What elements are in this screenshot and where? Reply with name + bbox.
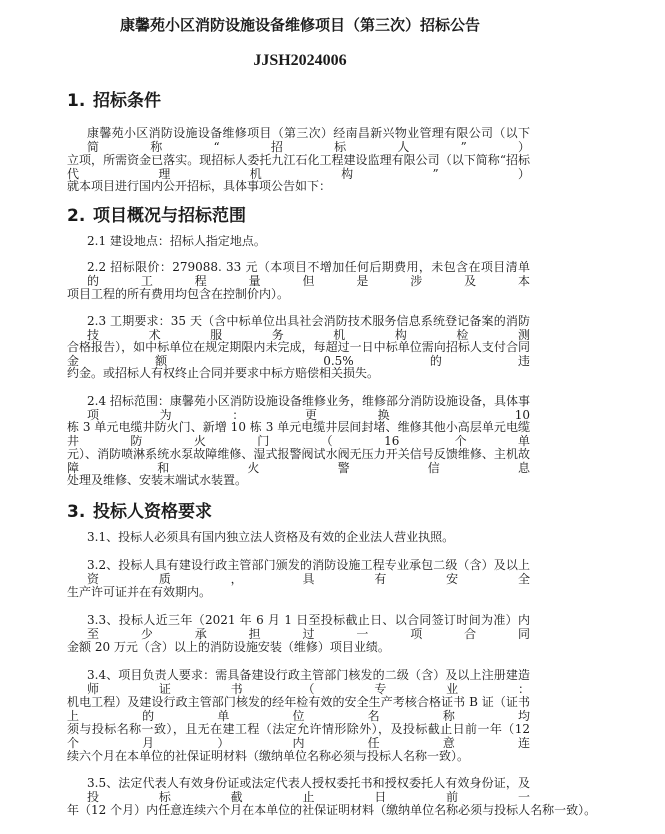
section-number: 3. [67,502,86,522]
paragraph-line: 2.3 工期要求：35 天（含中标单位出具社会消防技术服务信息系统登记备案的消防技术服务机构检测 [87,314,530,342]
paragraph-line: 生产许可证并在有效期内。 [67,585,212,599]
section-title: 招标条件 [93,91,161,111]
section-number: 1. [67,91,86,111]
paragraph-line: 3.4、项目负责人要求：需具备建设行政主管部门核发的二级（含）及以上注册建造师证书（专业： [87,668,530,696]
paragraph-line: 就本项目进行国内公开招标，具体事项公告如下： [67,179,332,193]
paragraph-line: 约金。或招标人有权终止合同并要求中标方赔偿相关损失。 [67,366,380,380]
paragraph-line: 金额 20 万元（含）以上的消防设施安装（维修）项目业绩。 [67,640,390,654]
paragraph-line: 栋 3 单元电缆井防火门、新增 10 栋 3 单元电缆井层间封堵、维修其他小高层单元电缆井防火门（16 个单 [67,420,530,448]
paragraph-line: 续六个月在本单位的社保证明材料（缴纳单位名称必须与投标人名称一致）。 [67,749,470,763]
paragraph-line: 立项，所需资金已落实。现招标人委托九江石化工程建设监理有限公司（以下简称“招标代理机构”） [67,153,530,181]
paragraph-line: 元）、消防喷淋系统水泵故障维修、湿式报警阀试水阀无压力开关信号反馈维修、主机故障和火警信息 [67,447,530,475]
paragraph-line: 须与投标名称一致），且无在建工程（法定允许情形除外），及投标截止日前一年（12 个月）内任意连 [67,722,530,750]
section-title: 投标人资格要求 [93,502,212,522]
paragraph-line: 2.1 建设地点：招标人指定地点。 [87,234,266,248]
paragraph-line: 3.2、投标人具有建设行政主管部门颁发的消防设施工程专业承包二级（含）及以上资质，具有安全 [87,558,530,586]
paragraph-line: 2.2 招标限价：279088. 33 元（本项目不增加任何后期费用，未包含在项目清单的工程量但是涉及本 [87,260,530,288]
section-number: 2. [67,206,86,226]
paragraph-line: 年（12 个月）内任意连续六个月在本单位的社保证明材料（缴纳单位名称必须与投标人名称一致）。 [67,803,597,817]
paragraph-line: 3.5、法定代表人有效身份证或法定代表人授权委托书和授权委托人有效身份证，及投标截止日前一 [87,776,530,804]
section-heading-1 [67,86,161,111]
section-heading-2 [67,201,246,226]
section-heading-3 [67,497,212,522]
section-title: 项目概况与招标范围 [93,206,246,226]
paragraph-line: 3.1、投标人必须具有国内独立法人资格及有效的企业法人营业执照。 [87,530,455,544]
paragraph-line: 合格报告），如中标单位在规定期限内未完成，每超过一日中标单位需向招标人支付合同金额 0.5%的违 [67,340,530,368]
paragraph-line: 康馨苑小区消防设施设备维修项目（第三次）经南昌新兴物业管理有限公司（以下简称“招标人”） [87,126,530,154]
paragraph-line: 处理及维修、安装末端试水装置。 [67,473,248,487]
paragraph-line: 2.4 招标范围：康馨苑小区消防设施设备维修业务，维修部分消防设施设备，具体事项为：更换 10 [87,394,530,422]
project-code: JJSH2024006 [253,52,347,69]
paragraph-line: 机电工程）及建设行政主管部门核发的经年检有效的安全生产考核合格证书 B 证（证书上的单位名称均 [67,695,530,723]
paragraph-line: 项目工程的所有费用均包含在控制价内）。 [67,287,290,301]
document-title: 康馨苑小区消防设施设备维修项目（第三次）招标公告 [119,16,480,34]
paragraph-line: 3.3、投标人近三年（2021 年 6 月 1 日至投标截止日、以合同签订时间为准）内至少承担过一项合同 [87,613,530,641]
